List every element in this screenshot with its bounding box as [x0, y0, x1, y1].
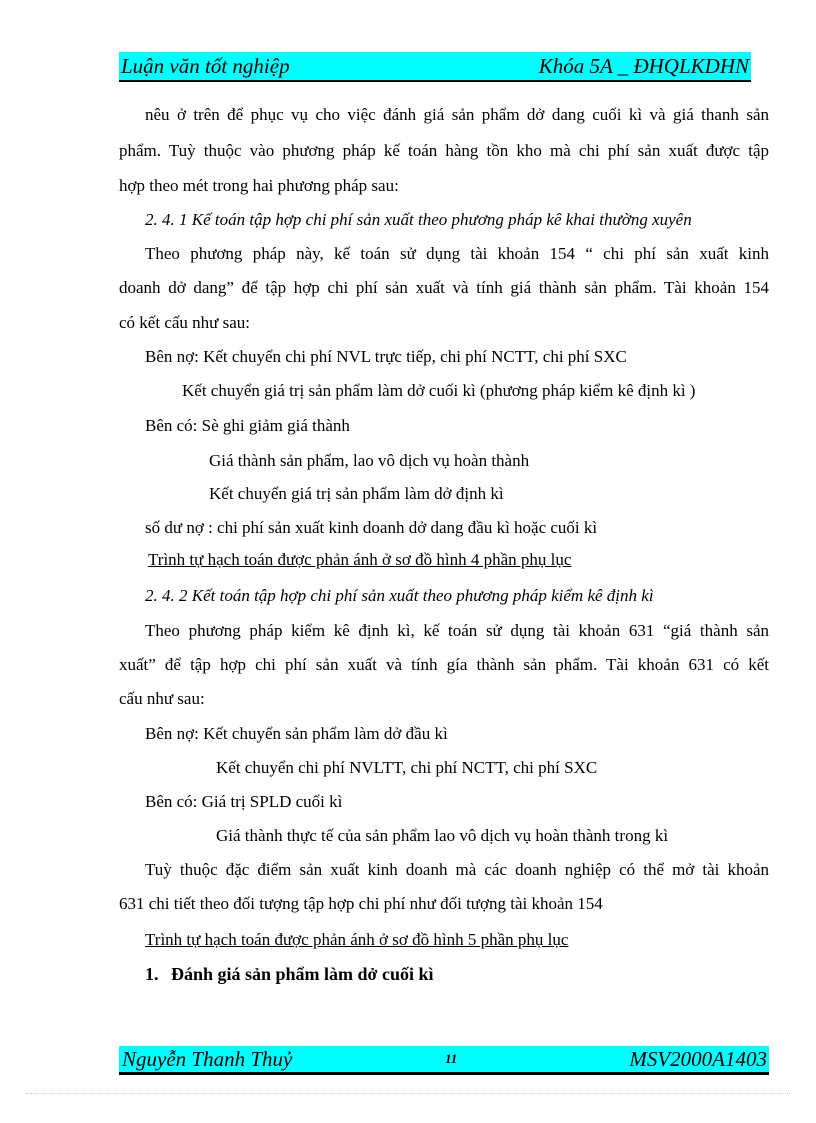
paragraph-line: 631 chi tiết theo đối tượng tập hợp chi phí như đối tượng tài khoản 154 — [119, 894, 603, 913]
paragraph-line: Kết chuyển giá trị sản phẩm làm dở định kì — [209, 484, 504, 503]
appendix-reference: Trình tự hạch toán được phản ánh ở sơ đồ hình 5 phần phụ lục — [145, 930, 569, 949]
heading-number: 1. — [145, 964, 159, 984]
paragraph-line: Giá thành thực tế của sản phẩm lao vô dịch vụ hoàn thành trong kì — [216, 826, 669, 845]
footer-author: Nguyễn Thanh Thuỷ — [122, 1047, 293, 1071]
page-number: 11 — [445, 1051, 458, 1066]
paragraph-line: cấu như sau: — [119, 689, 205, 708]
paragraph-line: phẩm. Tuỳ thuộc vào phương pháp kế toán hàng tồn kho mà chi phí sản xuất được tập — [119, 141, 769, 160]
page-footer — [119, 1046, 769, 1075]
numbered-heading — [145, 963, 434, 985]
paragraph-line: xuất” để tập hợp chi phí sản xuất và tính gía thành sản phẩm. Tài khoản 631 có kết — [119, 655, 769, 674]
paragraph-line: doanh dở dang” để tập hợp chi phí sản xuất và tính giá thành sản phẩm. Tài khoản 154 — [119, 278, 769, 297]
paragraph-line: Bên có: Giá trị SPLD cuối kì — [145, 792, 343, 811]
page-bottom-divider — [26, 1093, 790, 1094]
paragraph-line: Theo phương pháp này, kế toán sử dụng tài khoản 154 “ chi phí sản xuất kinh — [145, 244, 769, 263]
paragraph-line: hợp theo mét trong hai phương pháp sau: — [119, 176, 399, 195]
header-title: Luận văn tốt nghiệp — [121, 54, 290, 78]
paragraph-line: Theo phương pháp kiểm kê định kì, kế toán sử dụng tài khoản 631 “giá thành sản — [145, 621, 769, 640]
paragraph-line: Bên nợ: Kết chuyển sản phẩm làm dở đầu kì — [145, 724, 448, 743]
paragraph-line: có kết cấu như sau: — [119, 313, 251, 332]
section-heading-2-4-2: 2. 4. 2 Kết toán tập hợp chi phí sản xuất theo phương pháp kiểm kê định kì — [145, 586, 654, 605]
paragraph-line: Kết chuyển chi phí NVLTT, chi phí NCTT, chi phí SXC — [216, 758, 598, 777]
header-course: Khóa 5A _ ĐHQLKDHN — [538, 54, 749, 78]
paragraph-line: Giá thành sản phẩm, lao vô dịch vụ hoàn thành — [209, 451, 530, 470]
heading-text: Đánh giá sản phẩm làm dở cuối kì — [171, 964, 434, 984]
footer-student-id: MSV2000A1403 — [629, 1047, 767, 1071]
paragraph-line: Bên nợ: Kết chuyển chi phí NVL trực tiếp, chi phí NCTT, chi phí SXC — [145, 347, 627, 366]
appendix-reference: Trình tự hạch toán được phản ánh ở sơ đồ hình 4 phần phụ lục — [148, 550, 572, 569]
paragraph-line: Bên có: Sè ghi giảm giá thành — [145, 416, 350, 435]
page-header — [119, 52, 751, 82]
paragraph-line: Kết chuyển giá trị sản phẩm làm dở cuối kì (phương pháp kiểm kê định kì ) — [182, 381, 696, 400]
paragraph-line: số dư nợ : chi phí sản xuất kinh doanh dở dang đầu kì hoặc cuối kì — [145, 518, 598, 537]
paragraph-line: nêu ở trên để phục vụ cho việc đánh giá sản phẩm dở dang cuối kì và giá thanh sản — [145, 105, 769, 124]
section-heading-2-4-1: 2. 4. 1 Kế toán tập hợp chi phí sản xuất theo phương pháp kê khai thường xuyên — [145, 210, 692, 229]
paragraph-line: Tuỳ thuộc đặc điểm sản xuất kinh doanh mà các doanh nghiệp có thể mở tài khoản — [145, 860, 769, 879]
